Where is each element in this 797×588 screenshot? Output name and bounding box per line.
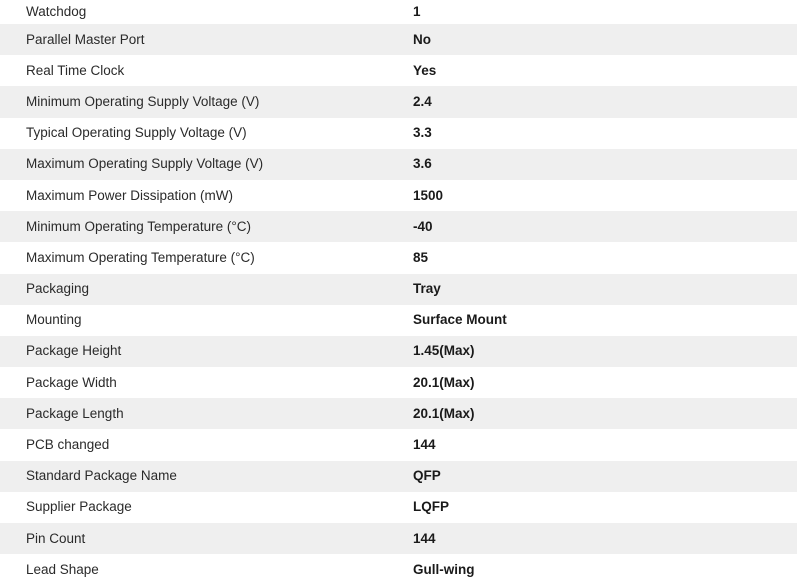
spec-value: 144 — [413, 437, 436, 453]
spec-row-supplier-package — [0, 492, 797, 523]
spec-value: 1.45(Max) — [413, 343, 475, 359]
spec-name: Mounting — [26, 312, 82, 328]
spec-name: Package Height — [26, 343, 122, 359]
spec-name: Packaging — [26, 281, 90, 297]
spec-row-mounting — [0, 305, 797, 336]
spec-value: 2.4 — [413, 93, 432, 109]
spec-row-max-operating-temperature — [0, 242, 797, 273]
spec-row-min-supply-voltage — [0, 86, 797, 117]
spec-value: 3.6 — [413, 156, 432, 172]
spec-row-typical-supply-voltage — [0, 118, 797, 149]
spec-row-lead-shape — [0, 554, 797, 585]
spec-value: 20.1(Max) — [413, 374, 475, 390]
spec-row-packaging — [0, 274, 797, 305]
spec-name: Watchdog — [26, 4, 87, 19]
spec-value: QFP — [413, 468, 441, 484]
spec-name: Pin Count — [26, 530, 86, 546]
spec-name: Typical Operating Supply Voltage (V) — [26, 125, 247, 141]
spec-value: Yes — [413, 62, 437, 78]
spec-row-min-operating-temperature — [0, 211, 797, 242]
spec-row-pcb-changed — [0, 429, 797, 460]
spec-row-max-supply-voltage — [0, 149, 797, 180]
spec-row-package-height — [0, 336, 797, 367]
spec-name: Standard Package Name — [26, 468, 177, 484]
spec-value: 1 — [413, 4, 421, 19]
spec-value: 85 — [413, 249, 429, 265]
spec-name: Parallel Master Port — [26, 31, 145, 47]
spec-name: Maximum Operating Temperature (°C) — [26, 249, 255, 265]
spec-row-package-length — [0, 398, 797, 429]
spec-name: Maximum Power Dissipation (mW) — [26, 187, 234, 203]
spec-value: Surface Mount — [413, 312, 507, 328]
spec-value: LQFP — [413, 499, 449, 515]
spec-value: 3.3 — [413, 125, 432, 141]
spec-row-pin-count — [0, 523, 797, 554]
spec-name: PCB changed — [26, 437, 110, 453]
spec-value: 1500 — [413, 187, 444, 203]
spec-name: Package Width — [26, 374, 117, 390]
spec-value: 20.1(Max) — [413, 405, 475, 421]
spec-name: Minimum Operating Temperature (°C) — [26, 218, 251, 234]
spec-value: Tray — [413, 281, 441, 297]
spec-row-max-power-dissipation — [0, 180, 797, 211]
spec-value: No — [413, 31, 431, 47]
spec-row-standard-package-name — [0, 461, 797, 492]
spec-value: -40 — [413, 218, 433, 234]
spec-row-parallel-master-port — [0, 24, 797, 55]
spec-name: Minimum Operating Supply Voltage (V) — [26, 93, 260, 109]
spec-row-package-width — [0, 367, 797, 398]
spec-row-real-time-clock — [0, 55, 797, 86]
spec-row-watchdog — [0, 0, 797, 24]
spec-value: 144 — [413, 530, 436, 546]
spec-name: Maximum Operating Supply Voltage (V) — [26, 156, 264, 172]
spec-name: Supplier Package — [26, 499, 132, 515]
spec-value: Gull-wing — [413, 561, 475, 577]
spec-name: Lead Shape — [26, 561, 99, 577]
spec-name: Package Length — [26, 405, 124, 421]
spec-name: Real Time Clock — [26, 62, 125, 78]
